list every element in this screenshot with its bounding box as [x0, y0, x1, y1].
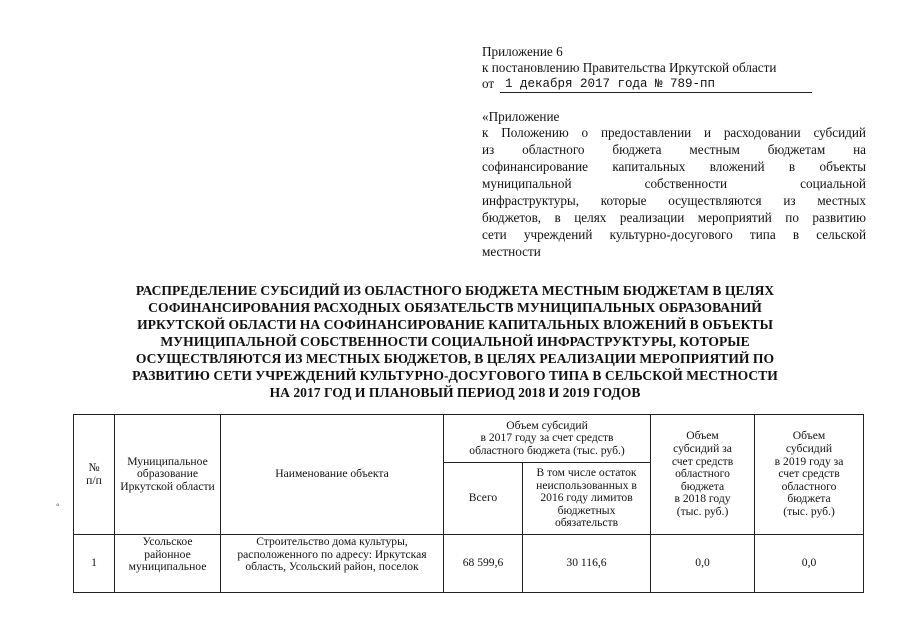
- title-line-2: СОФИНАНСИРОВАНИЯ РАСХОДНЫХ ОБЯЗАТЕЛЬСТВ МУНИЦИПАЛЬНЫХ ОБРАЗОВАНИЙ: [148, 300, 762, 315]
- row-object-line: Строительство дома культуры,: [256, 535, 408, 548]
- row-num: 1: [74, 535, 115, 593]
- signature-underline: [500, 92, 812, 93]
- header-volume-2018-line: субсидий за: [673, 442, 732, 456]
- header-municipality: [115, 415, 221, 535]
- table-row: [74, 535, 864, 593]
- appendix-from-prefix: от: [482, 76, 495, 91]
- header-volume-2018-line: областного: [675, 467, 730, 481]
- title-line-1: РАСПРЕДЕЛЕНИЕ СУБСИДИЙ ИЗ ОБЛАСТНОГО БЮДЖЕТА МЕСТНЫМ БЮДЖЕТАМ В ЦЕЛЯХ: [135, 283, 775, 298]
- prev-appendix-line-1: «Приложение: [482, 109, 560, 124]
- prev-appendix-line-6: инфраструктуры, которые осуществляются из местных: [482, 193, 866, 208]
- row-object: [221, 535, 444, 593]
- title-line-5: ОСУЩЕСТВЛЯЮТСЯ ИЗ МЕСТНЫХ БЮДЖЕТОВ, В ЦЕЛЯХ РЕАЛИЗАЦИИ МЕРОПРИЯТИЙ ПО: [135, 351, 775, 366]
- subsidy-table: [73, 414, 864, 593]
- prev-appendix-line-7: бюджетов, в целях реализации мероприятий по развитию: [482, 210, 866, 225]
- table-header-row-1: [74, 415, 864, 463]
- header-volume-2018: [651, 415, 755, 535]
- scan-mark: ◦: [56, 500, 60, 511]
- title-line-4: МУНИЦИПАЛЬНОЙ СОБСТВЕННОСТИ СОЦИАЛЬНОЙ ИНФРАСТРУКТУРЫ, КОТОРЫЕ: [160, 334, 750, 349]
- appendix-label: Приложение 6: [482, 44, 563, 59]
- header-municipality-line: Муниципальное: [127, 454, 208, 468]
- prev-appendix-line-9: местности: [482, 244, 541, 259]
- header-municipality-line: образование: [137, 467, 198, 481]
- row-remainder: 30 116,6: [523, 535, 651, 593]
- row-total: 68 599,6: [444, 535, 523, 593]
- row-2019: 0,0: [755, 535, 864, 593]
- header-incl-remainder: [523, 463, 651, 535]
- header-municipality-line: Иркутской области: [120, 479, 215, 493]
- header-remainder-line: бюджетных: [557, 503, 616, 517]
- prev-appendix-line-8: сети учреждений культурно-досугового типа в сельской: [482, 227, 866, 242]
- header-volume-2017: [444, 415, 651, 463]
- prev-appendix-line-2: к Положению о предоставлении и расходовании субсидий: [482, 125, 866, 140]
- row-municipality-line: муниципальное: [128, 560, 207, 574]
- header-volume-2017-line: областного бюджета (тыс. руб.): [469, 443, 625, 457]
- appendix-to-line: к постановлению Правительства Иркутской области: [482, 60, 777, 75]
- header-volume-2019-line: областного: [781, 479, 837, 493]
- header-volume-2018-line: Объем: [686, 429, 719, 443]
- header-volume-2019: [755, 415, 864, 535]
- appendix-from-value: 1 декабря 2017 года № 789-пп: [505, 77, 716, 91]
- header-volume-2019-line: Объем: [792, 429, 826, 443]
- header-num-line: №: [88, 460, 100, 474]
- prev-appendix-line-3: из областного бюджета местным бюджетам на: [482, 142, 866, 157]
- header-volume-2017-line: в 2017 году за счет средств: [480, 431, 614, 445]
- header-volume-2019-line: бюджета: [787, 492, 831, 506]
- header-num: [74, 415, 115, 535]
- header-remainder-line: 2016 году лимитов: [540, 491, 633, 505]
- header-total: Всего: [444, 463, 523, 535]
- header-object: Наименование объекта: [221, 415, 444, 535]
- header-remainder-line: неиспользованных в: [536, 478, 637, 492]
- title-line-3: ИРКУТСКОЙ ОБЛАСТИ НА СОФИНАНСИРОВАНИЕ КАПИТАЛЬНЫХ ВЛОЖЕНИЙ В ОБЪЕКТЫ: [137, 317, 773, 332]
- row-municipality-line: районное: [144, 547, 191, 561]
- prev-appendix-line-4: софинансирование капитальных вложений в объекты: [482, 159, 866, 174]
- row-municipality: [115, 535, 221, 593]
- row-object-line: область, Усольский район, поселок: [245, 560, 419, 574]
- header-volume-2018-line: счет средств: [671, 454, 734, 468]
- header-remainder-line: В том числе остаток: [536, 466, 637, 480]
- header-remainder-line: обязательств: [554, 516, 619, 530]
- header-volume-2018-line: (тыс. руб.): [676, 504, 729, 518]
- title-line-6: РАЗВИТИЮ СЕТИ УЧРЕЖДЕНИЙ КУЛЬТУРНО-ДОСУГОВОГО ТИПА В СЕЛЬСКОЙ МЕСТНОСТИ: [132, 368, 778, 383]
- title-line-7: НА 2017 ГОД И ПЛАНОВЫЙ ПЕРИОД 2018 И 2019 ГОДОВ: [269, 385, 641, 400]
- row-2018: 0,0: [651, 535, 755, 593]
- header-volume-2018-line: в 2018 году: [674, 492, 731, 506]
- row-object-line: расположенного по адресу: Иркутская: [237, 547, 427, 561]
- header-volume-2019-line: в 2019 году за: [774, 454, 844, 468]
- header-volume-2019-line: счет средств: [778, 467, 840, 481]
- header-volume-2019-line: (тыс. руб.): [783, 504, 835, 518]
- header-volume-2019-line: субсидий: [785, 442, 833, 456]
- row-municipality-line: Усольское: [142, 535, 193, 548]
- header-num-line: п/п: [86, 473, 102, 487]
- header-volume-2017-line: Объем субсидий: [506, 418, 588, 432]
- header-volume-2018-line: бюджета: [680, 479, 725, 493]
- prev-appendix-line-5: муниципальной собственности социальной: [482, 176, 866, 191]
